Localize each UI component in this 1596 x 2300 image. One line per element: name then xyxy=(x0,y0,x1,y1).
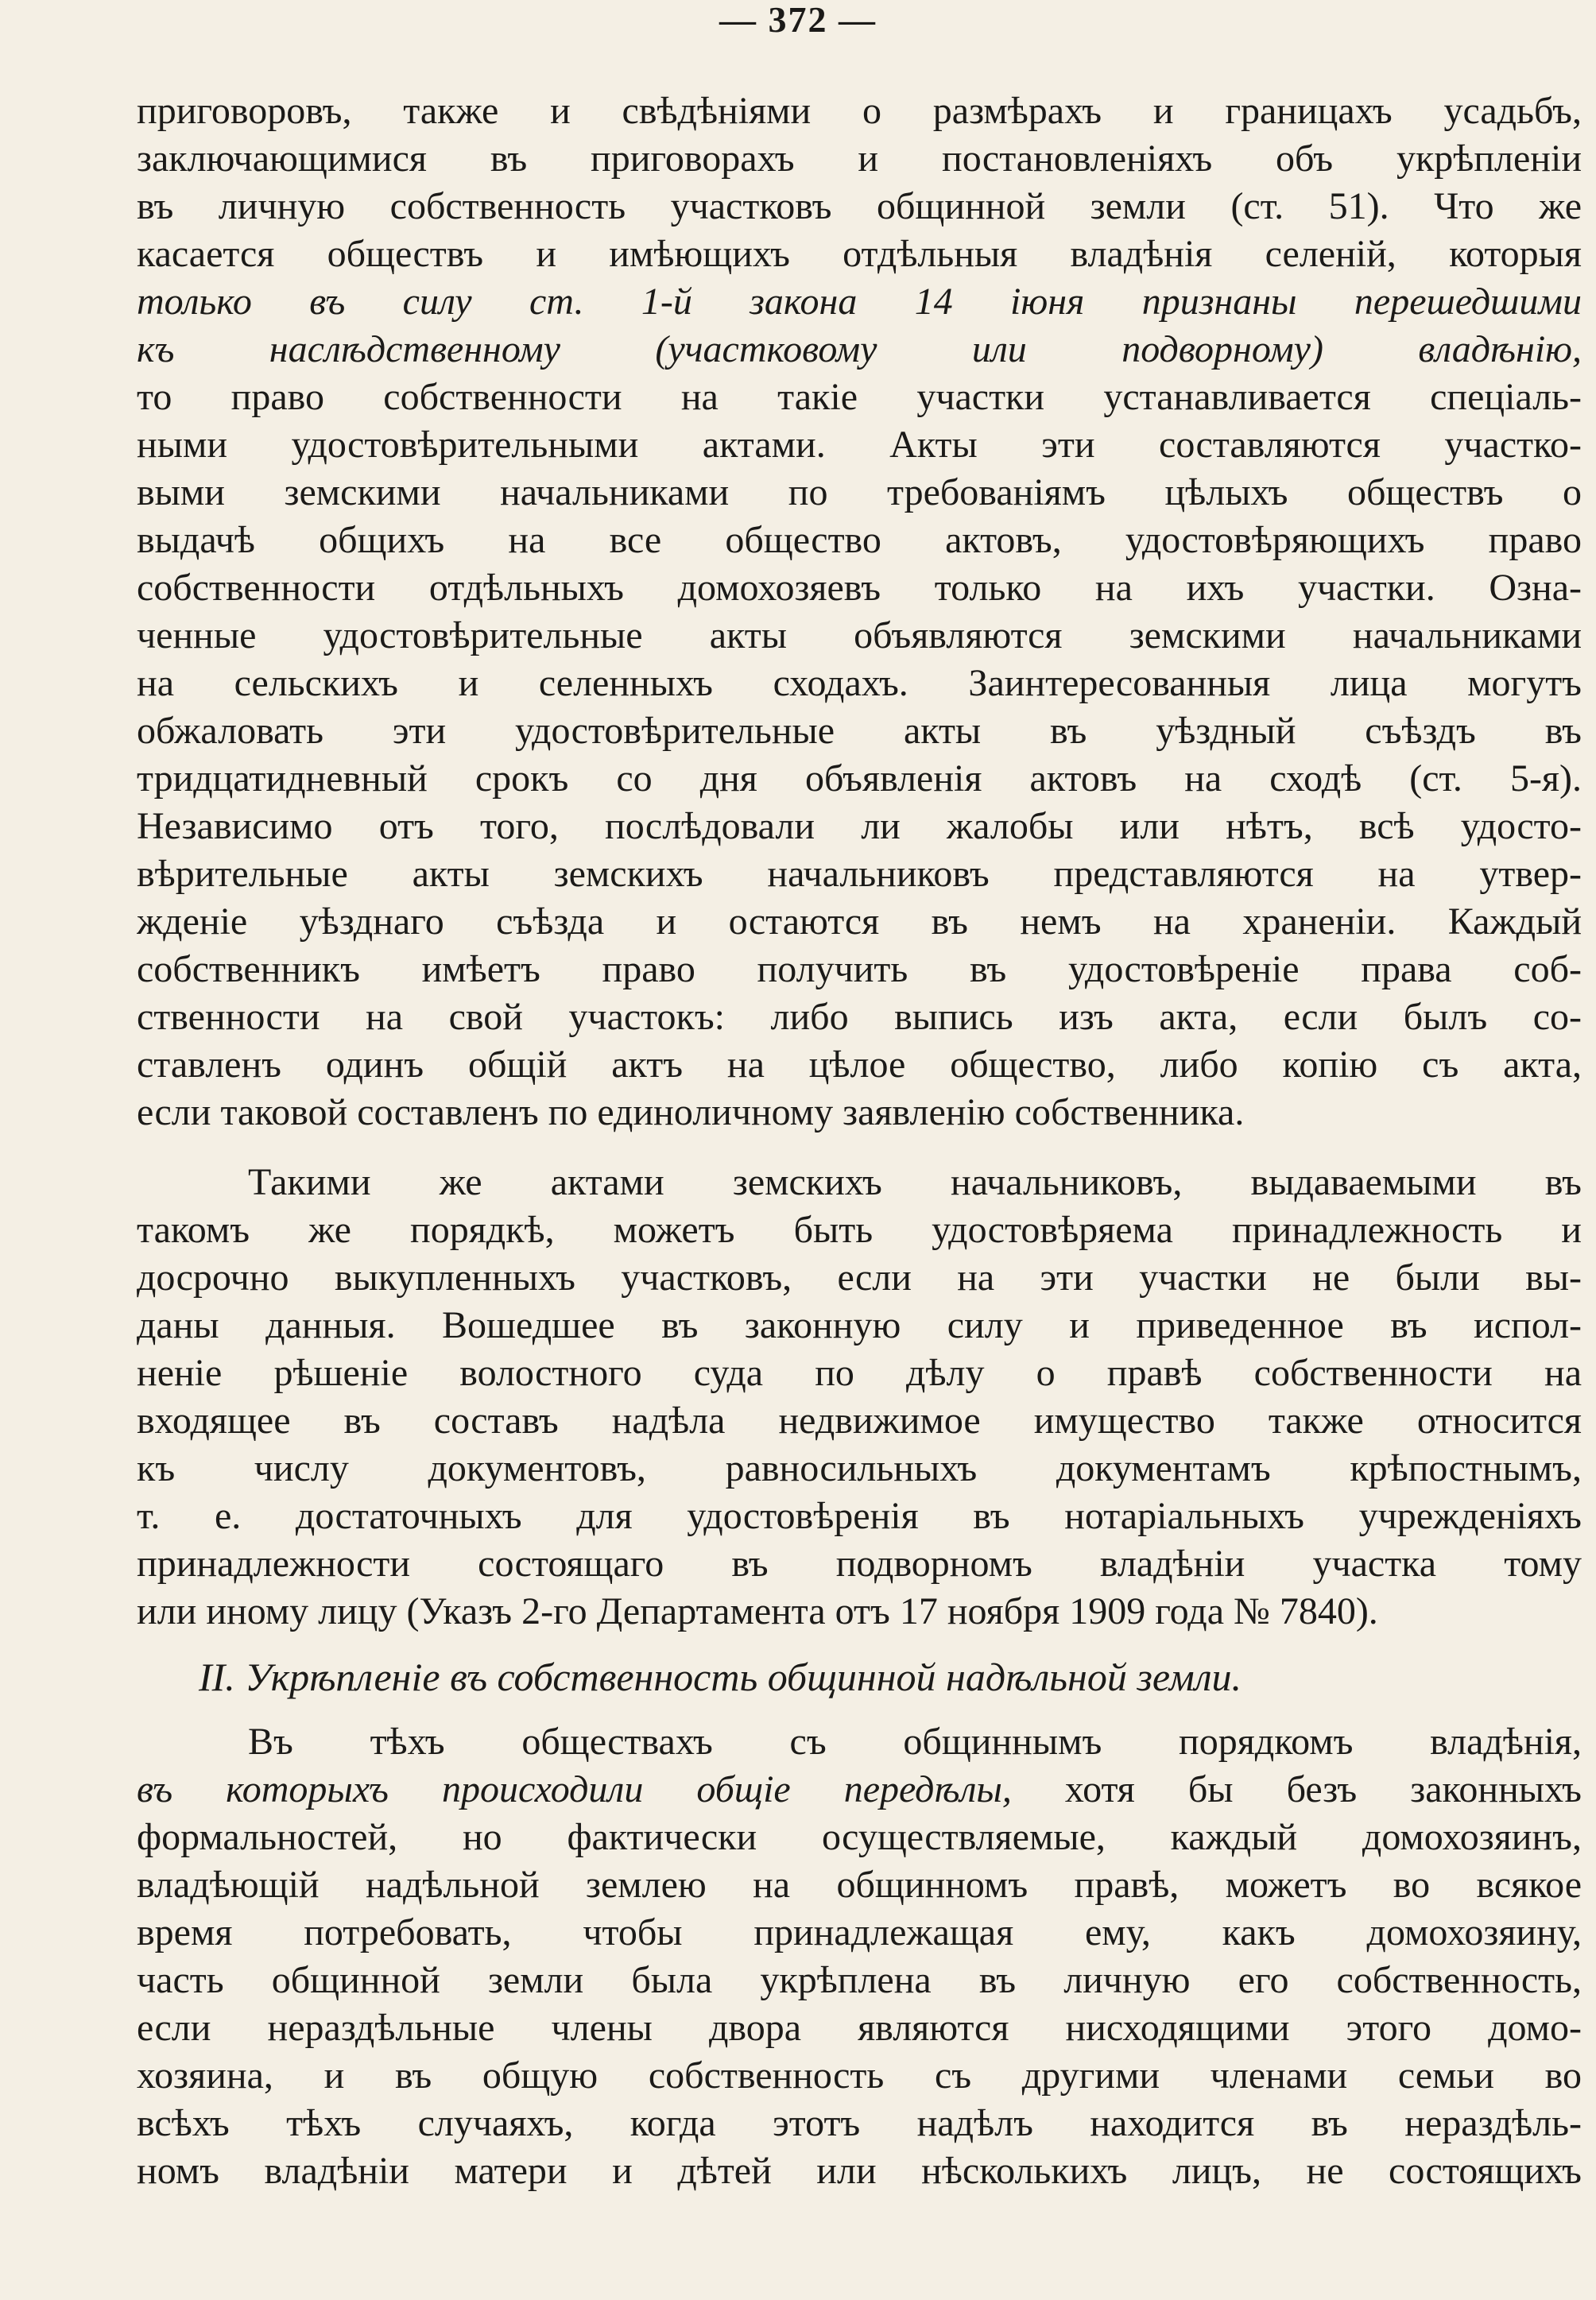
text-line: неніе рѣшеніе волостного суда по дѣлу о правѣ собственности на xyxy=(137,1352,1582,1394)
text-line: собственникъ имѣетъ право получить въ удостовѣреніе права соб- xyxy=(137,948,1582,990)
text-line: или иному лицу (Указъ 2-го Департамента отъ 17 ноября 1909 года № 7840). xyxy=(137,1590,1378,1632)
text-line: въ которыхъ происходили общіе передѣлы, хотя бы безъ законныхъ xyxy=(137,1768,1582,1810)
text-line: Независимо отъ того, послѣдовали ли жалобы или нѣтъ, всѣ удосто- xyxy=(137,805,1582,847)
text-line: обжаловать эти удостовѣрительные акты въ уѣздный съѣздъ въ xyxy=(137,710,1582,752)
italic-phrase: въ которыхъ происходили общіе передѣлы, xyxy=(137,1768,1012,1810)
text-line: формальностей, но фактически осуществляемые, каждый домохозяинъ, xyxy=(137,1816,1582,1858)
text-line: время потребовать, чтобы принадлежащая ему, какъ домохозяину, xyxy=(137,1911,1582,1953)
text-line: жденіе уѣзднаго съѣзда и остаются въ немъ на храненіи. Каждый xyxy=(137,900,1582,943)
text-line: къ наслѣдственному (участковому или подворному) владѣнію, xyxy=(137,328,1582,370)
text-line: приговоровъ, также и свѣдѣніями о размѣрахъ и границахъ усадьбъ, xyxy=(137,90,1582,132)
text-line: вѣрительные акты земскихъ начальниковъ представляются на утвер- xyxy=(137,853,1582,895)
text-line: даны данныя. Вошедшее въ законную силу и приведенное въ испол- xyxy=(137,1304,1582,1346)
text-line: ченные удостовѣрительные акты объявляются земскими начальниками xyxy=(137,614,1582,656)
text-line: номъ владѣніи матери и дѣтей или нѣсколькихъ лицъ, не состоящихъ xyxy=(137,2150,1582,2192)
text-line: заключающимися въ приговорахъ и постановленіяхъ объ укрѣпленіи xyxy=(137,137,1582,180)
text-line: на сельскихъ и селенныхъ сходахъ. Заинтересованныя лица могутъ xyxy=(137,662,1582,704)
text-line: владѣющій надѣльной землею на общинномъ правѣ, можетъ во всякое xyxy=(137,1864,1582,1906)
text-line: ственности на свой участокъ: либо выпись изъ акта, если былъ со- xyxy=(137,996,1582,1038)
text-line: если таковой составленъ по единоличному заявленію собственника. xyxy=(137,1091,1245,1133)
text-line: досрочно выкупленныхъ участковъ, если на эти участки не были вы- xyxy=(137,1256,1582,1299)
paragraph-3 xyxy=(137,1718,1582,2195)
text-line: касается обществъ и имѣющихъ отдѣльныя владѣнія селеній, которыя xyxy=(137,233,1582,275)
text-line: т. е. достаточныхъ для удостовѣренія въ нотаріальныхъ учрежденіяхъ xyxy=(137,1495,1582,1537)
paragraph-1 xyxy=(137,87,1582,1136)
text-line: выдачѣ общихъ на все общество актовъ, удостовѣряющихъ право xyxy=(137,519,1582,561)
text-line: тридцатидневный срокъ со дня объявленія актовъ на сходѣ (ст. 5-я). xyxy=(137,757,1582,800)
text-line: только въ силу ст. 1-й закона 14 іюня признаны перешедшими xyxy=(137,281,1582,323)
text-line: Въ тѣхъ обществахъ съ общиннымъ порядкомъ владѣнія, xyxy=(248,1721,1582,1763)
page-number: — 372 — xyxy=(719,0,877,40)
text-line: принадлежности состоящаго въ подворномъ владѣніи участка тому xyxy=(137,1543,1582,1585)
text-line: хозяина, и въ общую собственность съ другими членами семьи во xyxy=(137,2054,1582,2097)
text-line: такомъ же порядкѣ, можетъ быть удостовѣряема принадлежность и xyxy=(137,1209,1582,1251)
text-line: собственности отдѣльныхъ домохозяевъ только на ихъ участки. Озна- xyxy=(137,567,1582,609)
text-line: всѣхъ тѣхъ случаяхъ, когда этотъ надѣлъ находится въ нераздѣль- xyxy=(137,2102,1582,2144)
text-line: выми земскими начальниками по требованіямъ цѣлыхъ обществъ о xyxy=(137,471,1582,513)
text-line: ставленъ одинъ общій актъ на цѣлое общество, либо копію съ акта, xyxy=(137,1044,1582,1086)
section-heading: II. Укрѣпленіе въ собственность общинной надѣльной земли. xyxy=(199,1655,1242,1699)
text-line: часть общинной земли была укрѣплена въ личную его собственность, xyxy=(137,1959,1582,2001)
text-line: въ личную собственность участковъ общинной земли (ст. 51). Что же xyxy=(137,185,1582,227)
text-line: къ числу документовъ, равносильныхъ документамъ крѣпостнымъ, xyxy=(137,1447,1582,1489)
text-line: ными удостовѣрительными актами. Акты эти составляются участко- xyxy=(137,424,1582,466)
text-line: то право собственности на такіе участки устанавливается спеціаль- xyxy=(137,376,1582,418)
paragraph-2 xyxy=(137,1159,1582,1636)
text-line: Такими же актами земскихъ начальниковъ, выдаваемыми въ xyxy=(248,1161,1582,1203)
text-line: если нераздѣльные члены двора являются нисходящими этого домо- xyxy=(137,2007,1582,2049)
text-line: входящее въ составъ надѣла недвижимое имущество также относится xyxy=(137,1400,1582,1442)
